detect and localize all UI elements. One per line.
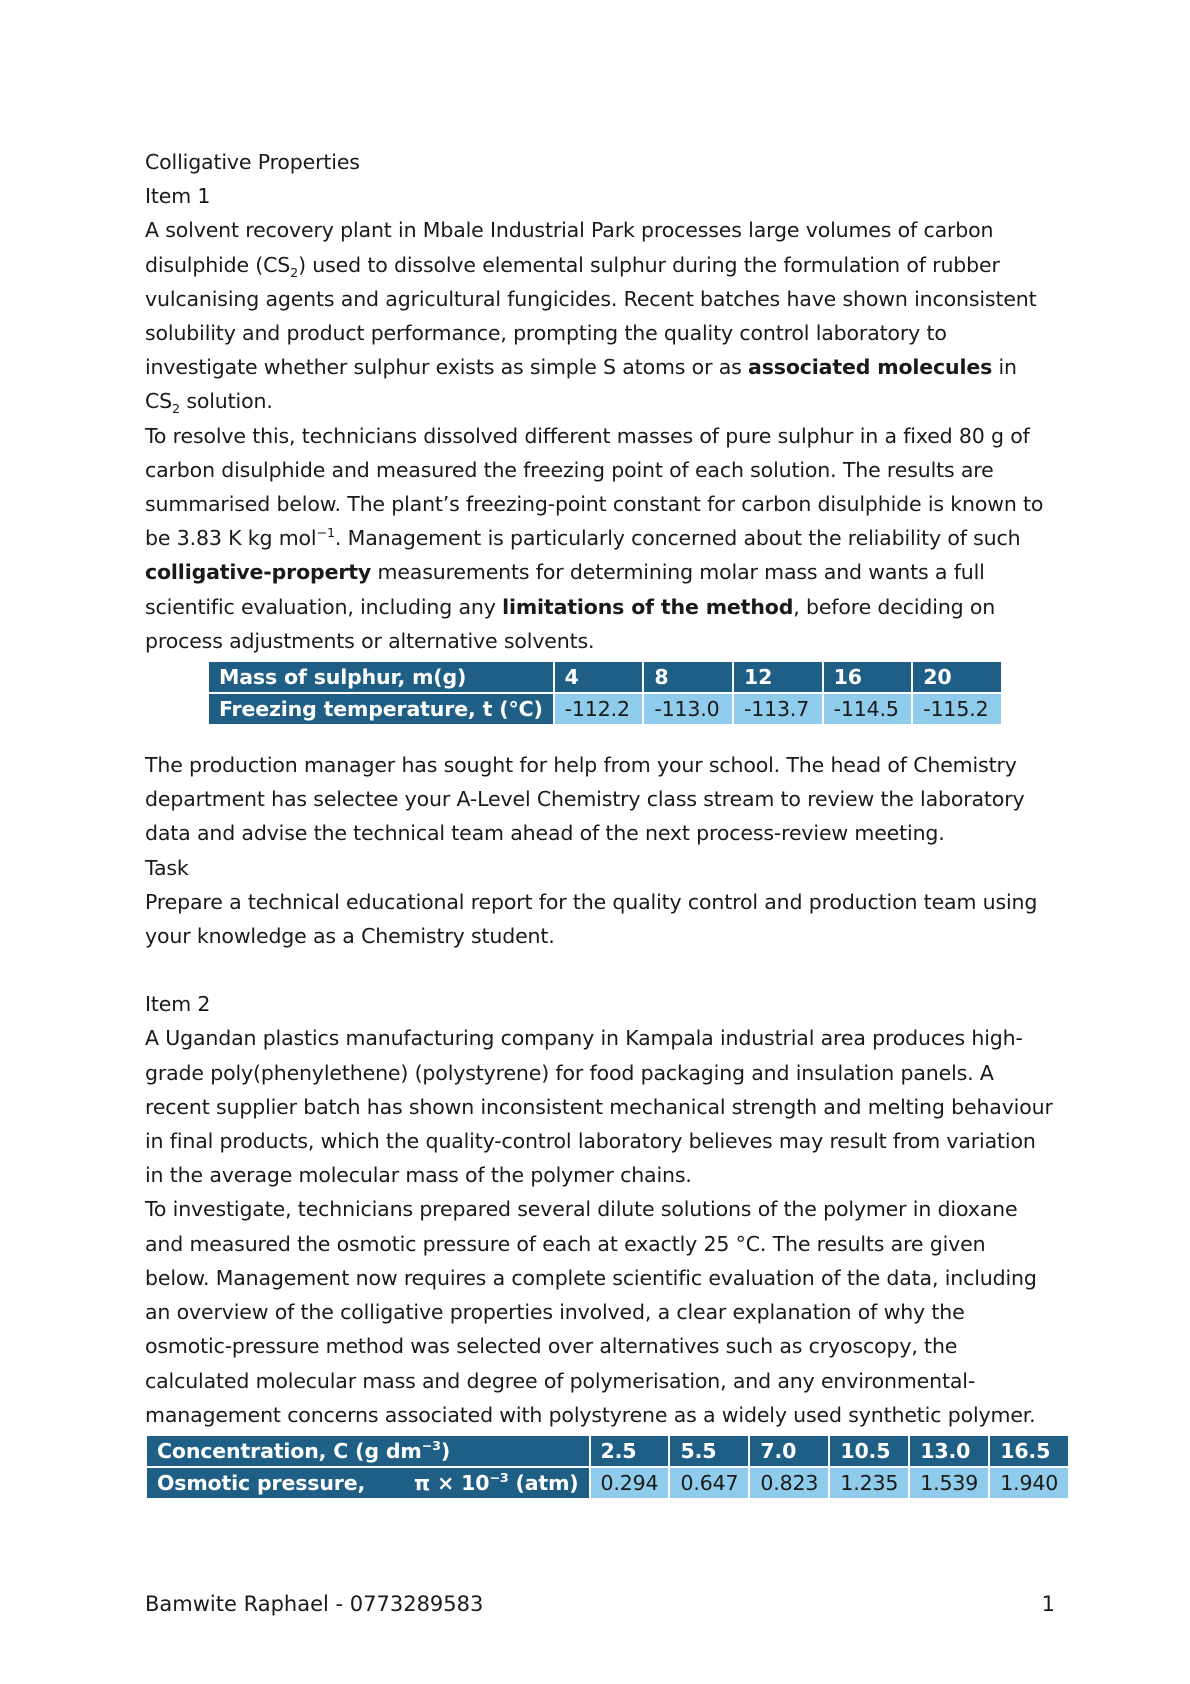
table-cell: 4 — [554, 661, 644, 693]
osmotic-pressure-table — [145, 1434, 1070, 1500]
table-row — [208, 693, 1002, 725]
table-cell: -113.7 — [733, 693, 823, 725]
item-2-paragraph-1: A Ugandan plastics manufacturing company in Kampala industrial area produces high-grade poly(phenylethene) (polystyrene) for food packaging and insulation panels. A recent supplier batch has shown inconsistent mechanical strength and melting behaviour in final products, which the quality-control laboratory believes may result from variation in the average molecular mass of the polymer chains. — [145, 1026, 1053, 1188]
table-cell: -113.0 — [643, 693, 733, 725]
table-row — [146, 1467, 1069, 1499]
item-1-section — [145, 179, 1055, 953]
table-row — [208, 661, 1002, 693]
table-cell: -115.2 — [912, 693, 1002, 725]
page-title: Colligative Properties — [145, 150, 360, 174]
table-cell: 0.647 — [669, 1467, 749, 1499]
table-cell: 13.0 — [909, 1435, 989, 1467]
table-row-label: Freezing temperature, t (°C) — [208, 693, 554, 725]
item-2-section — [145, 987, 1059, 1500]
task-text: Prepare a technical educational report for the quality control and production team using your knowledge as a Chemistry student. — [145, 889, 1038, 949]
item-2-paragraph-2: To investigate, technicians prepared several dilute solutions of the polymer in dioxane and measured the osmotic pressure of each at exactly 25 °C. The results are given below. Management now requires a complete scientific evaluation of the data, including an overview of the colligative properties involved, a clear explanation of why the osmotic-pressure method was selected over alternatives such as cryoscopy, the calculated molecular mass and degree of polymerisation, and any environmental-management concerns associated with polystyrene as a widely used synthetic polymer. — [145, 1197, 1037, 1427]
table-cell: -114.5 — [823, 693, 913, 725]
item-2-heading: Item 2 — [145, 992, 211, 1017]
table-row-label: Concentration, C (g $dm^{-3}$) — [146, 1435, 590, 1467]
table-cell: 1.940 — [989, 1467, 1069, 1499]
table-cell: 5.5 — [669, 1435, 749, 1467]
page-footer — [145, 1592, 1055, 1616]
table-cell: 2.5 — [590, 1435, 670, 1467]
table-row-label: Mass of sulphur, m(g) — [208, 661, 554, 693]
item-1-paragraph-3: The production manager has sought for help from your school. The head of Chemistry department has selectee your A-Level Chemistry class stream to review the laboratory data and advise the technical team ahead of the next process-review meeting. — [145, 753, 1025, 846]
table-row-label: Osmotic pressure, $\pi \times 10^{-3}$ (atm) — [146, 1467, 590, 1499]
page-number: 1 — [1041, 1592, 1055, 1616]
document-body — [145, 145, 1059, 1500]
table-row — [146, 1435, 1069, 1467]
table-cell: 10.5 — [829, 1435, 909, 1467]
table-cell: 0.294 — [590, 1467, 670, 1499]
item-1-heading: Item 1 — [145, 184, 211, 209]
item-1-paragraph-2: To resolve this, technicians dissolved different masses of pure sulphur in a fixed 80 g of carbon disulphide and measured the freezing point of each solution. The results are summarised below. The plant’s freezing-point constant for carbon disulphide is known to be 3.83 K kg mol$^{-1}$. Management is particularly concerned about the reliability of such colligative-property measurements for determining molar mass and wants a full scientific evaluation, including any limitations of the method, before deciding on process adjustments or alternative solvents. — [145, 423, 1044, 653]
table-cell: 12 — [733, 661, 823, 693]
table-cell: 1.539 — [909, 1467, 989, 1499]
spacer — [145, 953, 1055, 987]
table-cell: 1.235 — [829, 1467, 909, 1499]
item-1-paragraph-1: A solvent recovery plant in Mbale Industrial Park processes large volumes of carbon disulphide $(CS_2)$ used to dissolve elemental sulphur during the formulation of rubber vulcanising agents and agricultural fungicides. Recent batches have shown inconsistent solubility and product performance, prompting the quality control laboratory to investigate whether sulphur exists as simple S atoms or as associated molecules in $CS_2$ solution. — [145, 218, 1037, 417]
table-cell: -112.2 — [554, 693, 644, 725]
table-cell: 16.5 — [989, 1435, 1069, 1467]
table-cell: 16 — [823, 661, 913, 693]
sulphur-freezing-table — [207, 660, 1003, 726]
table-cell: 20 — [912, 661, 1002, 693]
task-heading: Task — [145, 855, 189, 880]
table-cell: 0.823 — [749, 1467, 829, 1499]
table-cell: 8 — [643, 661, 733, 693]
footer-author: Bamwite Raphael - 0773289583 — [145, 1592, 484, 1616]
table-cell: 7.0 — [749, 1435, 829, 1467]
